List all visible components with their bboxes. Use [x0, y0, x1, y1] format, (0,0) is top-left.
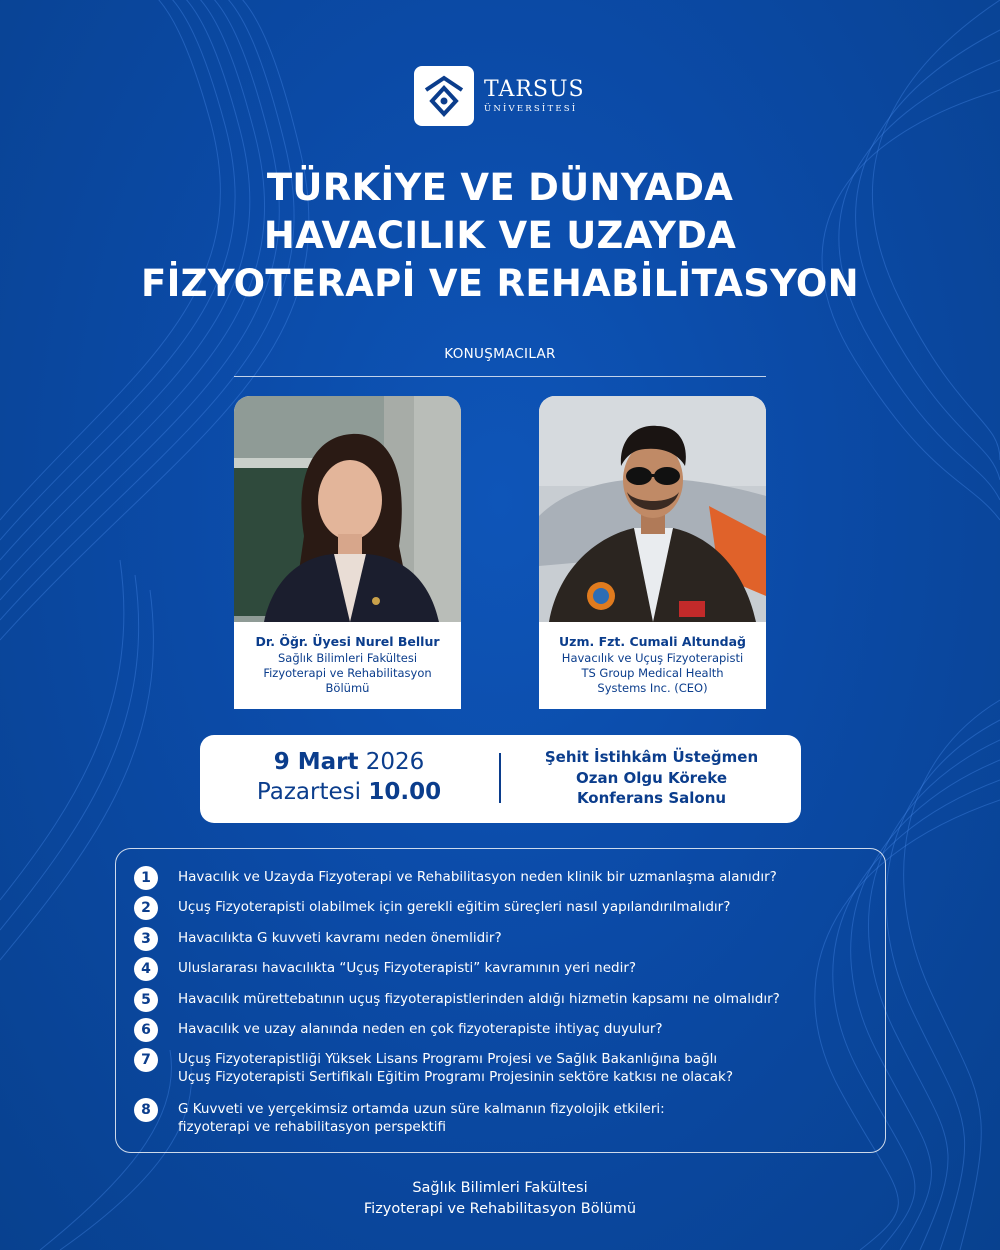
question-number: 6: [134, 1018, 158, 1042]
question-item: [134, 866, 777, 890]
question-text: G Kuvveti ve yerçekimsiz ortamda uzun süre kalmanın fizyolojik etkileri: fizyoterapi ve rehabilitasyon perspektifi: [178, 1101, 665, 1135]
speaker-affiliation-line-1: Sağlık Bilimleri Fakültesi: [277, 651, 418, 665]
question-number: 7: [134, 1048, 158, 1072]
footer-line-2: Fizyoterapi ve Rehabilitasyon Bölümü: [363, 1201, 637, 1217]
speaker-photo: [539, 396, 766, 622]
event-date-time: [200, 747, 498, 807]
speaker-photo: [234, 396, 461, 622]
event-year: 2026: [365, 749, 425, 775]
speaker-affiliation-line-3: Systems Inc. (CEO): [597, 681, 708, 695]
title-line-1: TÜRKİYE VE DÜNYADA: [266, 166, 734, 209]
speaker-affiliation-line-2: Fizyoterapi ve Rehabilitasyon: [263, 666, 432, 680]
title-line-3: FİZYOTERAPİ VE REHABİLİTASYON: [141, 262, 859, 305]
logo-emblem-icon: [414, 66, 474, 126]
speaker-card: [234, 396, 461, 709]
logo-name: TARSUS: [484, 76, 585, 102]
question-text: Havacılık ve Uzayda Fizyoterapi ve Rehabilitasyon neden klinik bir uzmanlaşma alanıdır?: [178, 869, 777, 885]
question-number: 2: [134, 896, 158, 920]
question-item: [134, 927, 502, 951]
speakers-heading: KONUŞMACILAR: [444, 346, 556, 362]
speaker-affiliation-line-3: Bölümü: [325, 681, 370, 695]
speaker-affiliation-line-2: TS Group Medical Health: [581, 666, 724, 680]
question-text: Havacılıkta G kuvveti kavramı neden önemlidir?: [178, 930, 502, 946]
event-details-box: [200, 735, 801, 823]
title-line-2: HAVACILIK VE UZAYDA: [263, 214, 737, 257]
question-number: 3: [134, 927, 158, 951]
footer-organizer: [0, 1178, 1000, 1220]
question-item: [134, 896, 730, 920]
question-item: [134, 1098, 665, 1136]
event-date: 9 Mart: [273, 749, 359, 775]
question-item: [134, 1018, 663, 1042]
venue-line-3: Konferans Salonu: [576, 789, 727, 807]
question-item: [134, 957, 636, 981]
question-text: Uçuş Fizyoterapisti olabilmek için gerekli eğitim süreçleri nasıl yapılandırılmalıdır?: [178, 899, 731, 915]
venue-line-2: Ozan Olgu Köreke: [575, 768, 728, 787]
question-text: Uçuş Fizyoterapistliği Yüksek Lisans Programı Projesi ve Sağlık Bakanlığına bağlı Uçuş Fizyoterapisti Sertifikalı Eğitim Programı Projesinin sektöre katkısı ne olacak?: [178, 1051, 733, 1085]
event-venue: [502, 747, 801, 809]
event-title: [0, 164, 1000, 308]
venue-line-1: Şehit İstihkâm Üsteğmen: [544, 748, 759, 766]
speaker-card: [539, 396, 766, 709]
logo-subtitle: ÜNİVERSİTESİ: [484, 103, 578, 114]
question-number: 4: [134, 957, 158, 981]
speaker-name: Dr. Öğr. Üyesi Nurel Bellur: [255, 634, 440, 649]
speaker-name: Uzm. Fzt. Cumali Altundağ: [559, 634, 746, 649]
question-item: [134, 988, 780, 1012]
question-number: 1: [134, 866, 158, 890]
questions-box: [115, 848, 886, 1153]
question-item: [134, 1048, 733, 1086]
university-logo: [414, 66, 585, 126]
question-text: Havacılık mürettebatının uçuş fizyoterapistlerinden aldığı hizmetin kapsamı ne olmalıdır?: [178, 991, 780, 1007]
speakers-divider: [234, 376, 766, 377]
question-number: 5: [134, 988, 158, 1012]
event-time: 10.00: [368, 779, 442, 805]
speaker-affiliation-line-1: Havacılık ve Uçuş Fizyoterapisti: [561, 651, 744, 665]
question-text: Uluslararası havacılıkta “Uçuş Fizyoterapisti” kavramının yeri nedir?: [178, 960, 637, 976]
footer-line-1: Sağlık Bilimleri Fakültesi: [412, 1180, 588, 1196]
event-day: Pazartesi: [256, 779, 362, 805]
details-separator: [499, 753, 501, 803]
question-number: 8: [134, 1098, 158, 1122]
question-text: Havacılık ve uzay alanında neden en çok fizyoterapiste ihtiyaç duyulur?: [178, 1021, 663, 1037]
